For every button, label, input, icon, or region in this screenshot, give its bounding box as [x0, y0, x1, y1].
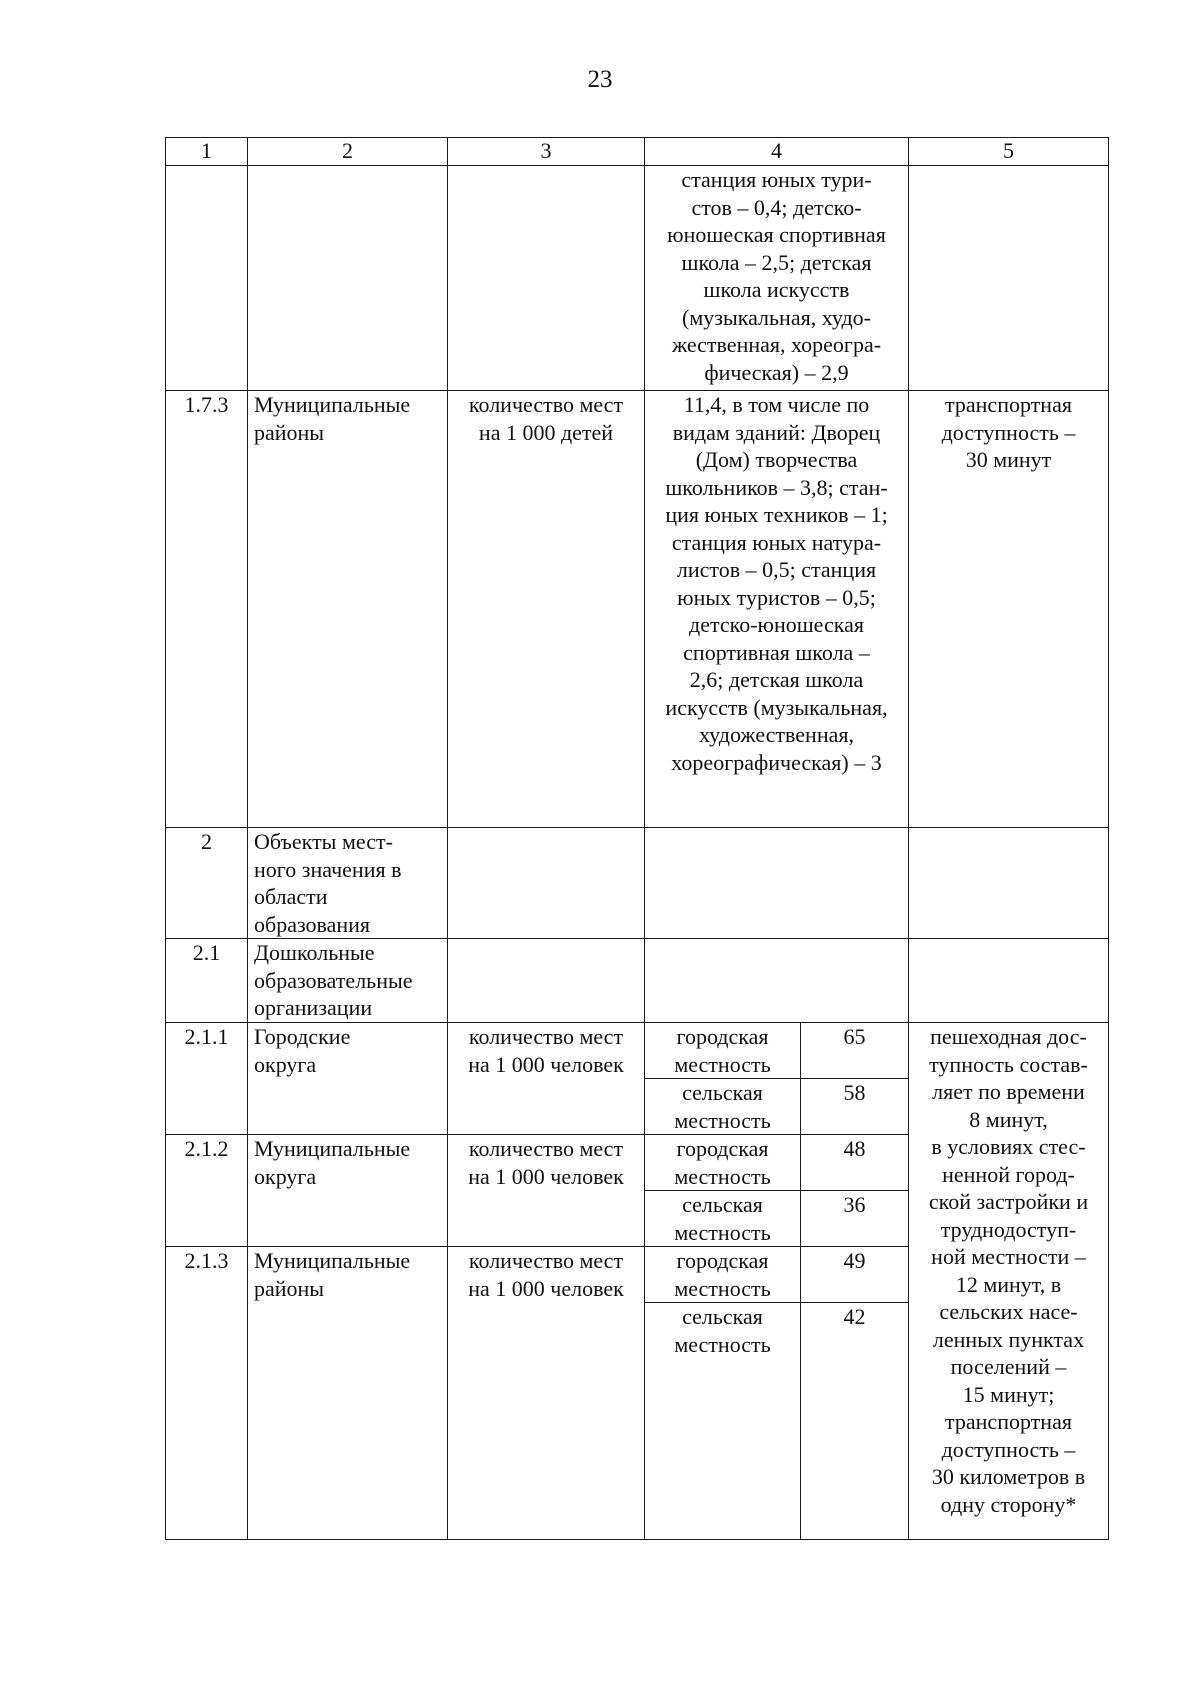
row-number: 2.1.1: [166, 1023, 248, 1135]
urban-label: городская местность: [645, 1247, 801, 1303]
row-number: 2: [166, 828, 248, 939]
table-row: [166, 1023, 1109, 1079]
header-row: [166, 138, 1109, 166]
row-number: 2.1.3: [166, 1247, 248, 1540]
row-unit: количество мест на 1 000 человек: [448, 1135, 645, 1247]
rural-value: 42: [801, 1303, 909, 1540]
cell-empty: [909, 166, 1109, 391]
urban-value: 48: [801, 1135, 909, 1191]
header-cell-2: 2: [248, 138, 448, 166]
cell-empty: [448, 939, 645, 1023]
rural-value: 36: [801, 1191, 909, 1247]
table-row: [166, 828, 1109, 939]
cell-empty: [166, 166, 248, 391]
rural-value: 58: [801, 1079, 909, 1135]
row-name: Объекты мест- ного значения в области образования: [248, 828, 448, 939]
table-row: [166, 939, 1109, 1023]
continuation-row: [166, 166, 1109, 391]
cell-empty: [909, 939, 1109, 1023]
page-number: 23: [587, 66, 613, 93]
row-unit: количество мест на 1 000 человек: [448, 1247, 645, 1540]
row-name: Муниципальные округа: [248, 1135, 448, 1247]
urban-label: городская местность: [645, 1135, 801, 1191]
header-cell-3: 3: [448, 138, 645, 166]
cell-empty: [645, 939, 909, 1023]
cell-empty: [448, 828, 645, 939]
row-number: 2.1: [166, 939, 248, 1023]
cell-empty: [645, 828, 909, 939]
header-cell-1: 1: [166, 138, 248, 166]
row-value: 11,4, в том числе по видам зданий: Дворец (Дом) творчества школьников – 3,8; стан- ция юных техников – 1; станция юных натура- листов – 0,5; станция юных туристов – 0,5; детско-юношеская спортивная школа – 2,6; детская школа искусств (музыкальная, художественная, хореографическая) – 3: [645, 391, 909, 828]
urban-value: 65: [801, 1023, 909, 1079]
row-name: Городские округа: [248, 1023, 448, 1135]
row-name: Муниципальные районы: [248, 391, 448, 828]
continuation-value: станция юных тури- стов – 0,4; детско- юношеская спортивная школа – 2,5; детская школа искусств (музыкальная, худо- жественная, хореогра- фическая) – 2,9: [645, 166, 909, 391]
row-name: Дошкольные образовательные организации: [248, 939, 448, 1023]
rural-label: сельская местность: [645, 1079, 801, 1135]
urban-label: городская местность: [645, 1023, 801, 1079]
header-cell-5: 5: [909, 138, 1109, 166]
row-unit: количество мест на 1 000 детей: [448, 391, 645, 828]
header-cell-4: 4: [645, 138, 909, 166]
row-unit: количество мест на 1 000 человек: [448, 1023, 645, 1135]
rural-label: сельская местность: [645, 1191, 801, 1247]
cell-empty: [448, 166, 645, 391]
rural-label: сельская местность: [645, 1303, 801, 1540]
row-number: 1.7.3: [166, 391, 248, 828]
row-name: Муниципальные районы: [248, 1247, 448, 1540]
table-row: [166, 391, 1109, 828]
row-accessibility: транспортная доступность – 30 минут: [909, 391, 1109, 828]
urban-value: 49: [801, 1247, 909, 1303]
row-accessibility: пешеходная дос- тупность состав- ляет по времени 8 минут, в условиях стес- ненной город- ской застройки и труднодоступ- ной местности – 12 минут, в сельских насе- ленных пунктах поселений – 15 минут; транспортная доступность – 30 километров в одну сторону*: [909, 1023, 1109, 1540]
row-number: 2.1.2: [166, 1135, 248, 1247]
cell-empty: [248, 166, 448, 391]
cell-empty: [909, 828, 1109, 939]
standards-table: [165, 137, 1109, 1540]
